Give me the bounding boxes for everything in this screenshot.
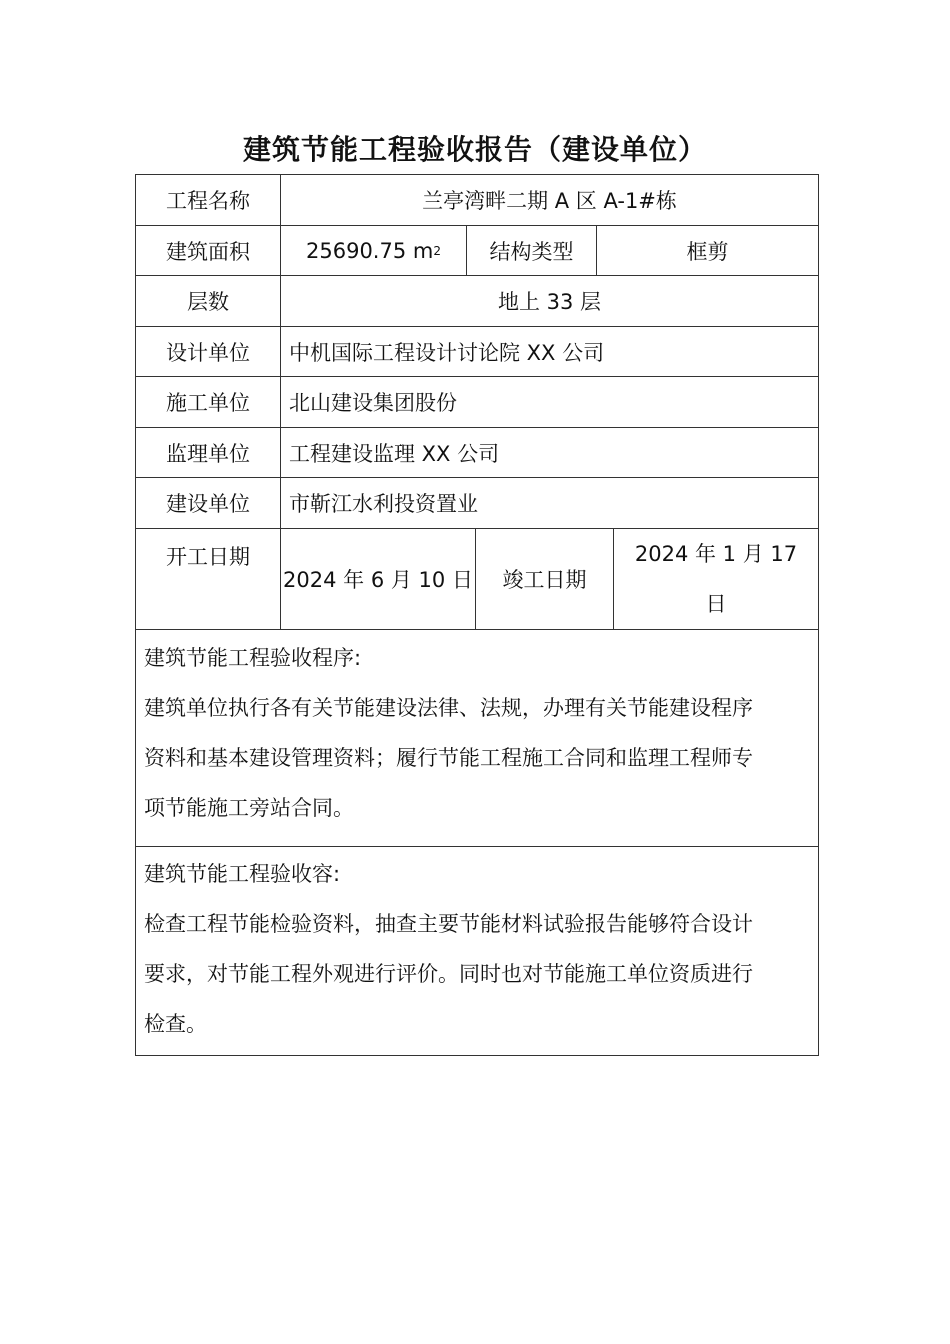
content-section [136,847,818,1055]
supervision-unit-label: 监理单位 [166,441,250,466]
content-line-3: 检查。 [144,1012,207,1036]
procedure-line-3: 项节能施工旁站合同。 [144,796,354,820]
row-floors [136,276,818,327]
row-dates [136,529,818,630]
start-date-label: 开工日期 [166,545,250,569]
floors-value: 地上 33 层 [280,276,818,326]
procedure-line-2: 资料和基本建设管理资料；履行节能工程施工合同和监理工程师专 [144,746,753,770]
construction-unit-label: 施工单位 [166,391,250,415]
area-value-cell: 25690.75 m 2 [280,226,466,275]
row-project-name [136,175,818,226]
report-table [135,174,819,1056]
content-line-1: 检查工程节能检验资料，抽查主要节能材料试验报告能够符合设计 [144,912,753,936]
document-title: 建筑节能工程验收报告（建设单位） [242,133,707,166]
design-unit-value: 中机国际工程设计讨论院 XX 公司 [280,327,818,376]
area-value: 25690.75 m [306,238,434,263]
design-unit-label: 设计单位 [166,340,250,365]
row-construction-unit [136,377,818,428]
finish-date-line-2: 日 [705,592,727,616]
supervision-unit-value: 工程建设监理 XX 公司 [280,428,818,477]
project-name-value: 兰亭湾畔二期 A 区 A-1#栋 [280,175,818,225]
row-supervision-unit [136,428,818,478]
procedure-line-1: 建筑单位执行各有关节能建设法律、法规，办理有关节能建设程序 [144,696,753,720]
finish-date-label: 竣工日期 [475,529,613,629]
row-area [136,226,818,276]
finish-date-line-1: 2024 年 1 月 17 [634,542,798,566]
row-design-unit [136,327,818,377]
project-name-label: 工程名称 [166,189,250,213]
owner-unit-value: 市靳江水利投资置业 [280,478,818,528]
area-label: 建筑面积 [166,239,250,264]
structure-value: 框剪 [596,226,818,275]
finish-date-value [613,529,818,629]
owner-unit-label: 建设单位 [166,492,250,516]
start-date-value: 2024 年 6 月 10 日 [280,529,475,629]
construction-unit-value: 北山建设集团股份 [280,377,818,427]
floors-label: 层数 [187,290,229,314]
structure-label: 结构类型 [466,226,596,275]
content-line-2: 要求，对节能工程外观进行评价。同时也对节能施工单位资质进行 [144,962,753,986]
content-heading: 建筑节能工程验收容: [144,862,341,886]
row-owner-unit [136,478,818,529]
procedure-heading: 建筑节能工程验收程序: [144,646,362,670]
procedure-section [136,630,818,847]
